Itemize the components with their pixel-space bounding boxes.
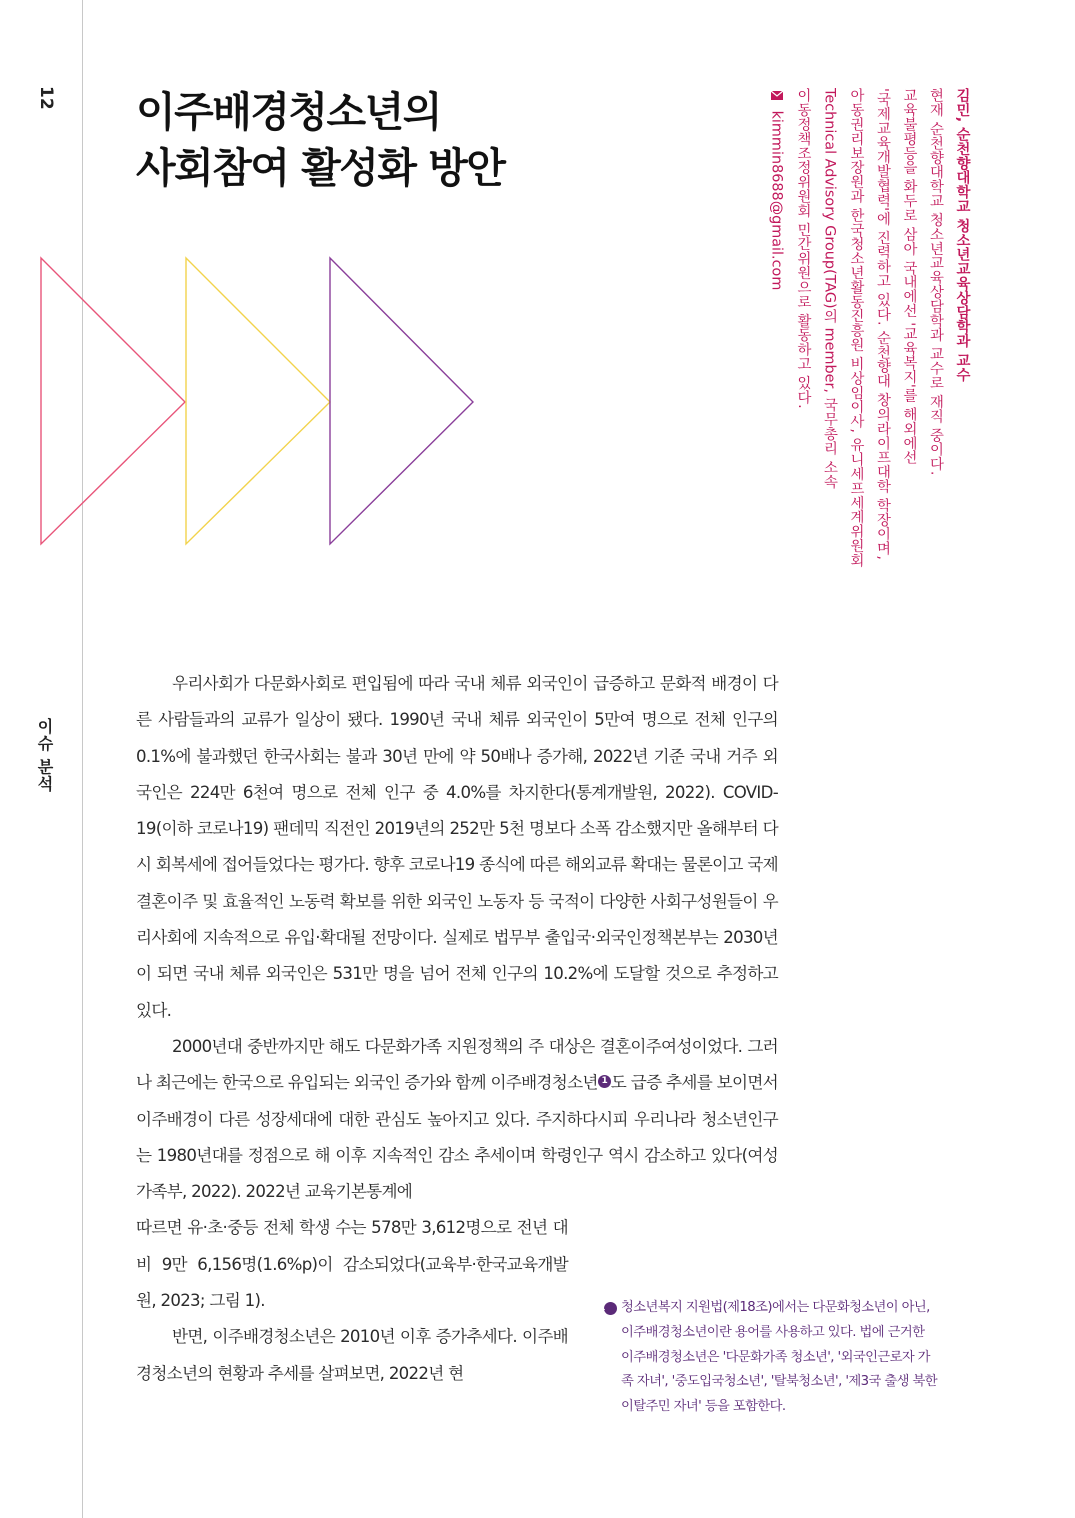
article-title [136, 84, 676, 196]
page-number: 12 [36, 86, 56, 110]
body-paragraph-3: 반면, 이주배경청소년은 2010년 이후 증가추세다. 이주배경청소년의 현황과 추세를 살펴보면, 2022년 현 [136, 1327, 568, 1383]
footnote-number: 1 [604, 1302, 617, 1315]
footnote-reference-1[interactable]: 1 [598, 1075, 611, 1088]
margin-divider [82, 0, 83, 1518]
author-bio-line: 현재 순천향대학교 청소년교육상담학과 교수로 재직 중이다. [927, 88, 944, 476]
article-body [136, 666, 778, 1392]
author-bio-line: 교육불평등을 화두로 삼아 국내에선 '교육복지'를 해외에선 [901, 88, 917, 465]
author-email[interactable]: kimmin8688@gmail.com [768, 110, 785, 291]
body-paragraph-2 [136, 1029, 778, 1210]
envelope-icon [770, 88, 784, 102]
author-affiliation: 순천향대학교 청소년교육상담학과 교수 [954, 126, 970, 382]
author-bio-line: 이동정책조정위원회 민간위원으로 활동하고 있다. [795, 88, 811, 409]
author-heading [949, 88, 976, 608]
section-label: 이슈 분석 [35, 718, 54, 793]
body-paragraph-2-continued: 따르면 유·초·중등 전체 학생 수는 578만 3,612명으로 전년 대비 9만 6,156명(1.6%p)이 감소되었다(교육부·한국교육개발원, 2023; 그림 1). [136, 1218, 568, 1311]
yellow-triangle [186, 258, 330, 544]
author-bio-line: 아동권리보장원과 한국청소년활동진흥원 비상임이사, 유니세프세계위원회 [848, 88, 864, 568]
author-name: 김민, [954, 88, 970, 123]
author-bio-line: Technical Advisory Group(TAG)의 member, 국무총리 소속 [821, 88, 838, 489]
author-email-line [763, 88, 790, 608]
body-paragraph-2-part-a: 2000년대 중반까지만 해도 다문화가족 지원정책의 주 대상은 결혼이주여성이었다. 그러나 최근에는 한국으로 유입되는 외국인 증가와 함께 이주배경청소년 [136, 1036, 778, 1093]
pink-triangle [41, 258, 185, 544]
purple-triangle [330, 258, 473, 544]
title-line-1: 이주배경청소년의 [136, 88, 441, 136]
decorative-triangles [0, 250, 480, 550]
title-line-2: 사회참여 활성화 방안 [136, 144, 505, 192]
body-paragraph-1: 우리사회가 다문화사회로 편입됨에 따라 국내 체류 외국인이 급증하고 문화적 배경이 다른 사람들과의 교류가 일상이 됐다. 1990년 국내 체류 외국인이 5만여 명으로 전체 인구의 0.1%에 불과했던 한국사회는 불과 30년 만에 약 50배나 증가해, 2022년 기준 국내 거주 외국인은 224만 6천여 명으로 전체 인구 중 4.0%를 차지한다(통계개발원, 2022). COVID-19(이하 코로나19) 팬데믹 직전인 2019년의 252만 5천 명보다 소폭 감소했지만 올해부터 다시 회복세에 접어들었다는 평가다. 향후 코로나19 종식에 따른 해외교류 확대는 물론이고 국제결혼이주 및 효율적인 노동력 확보를 위한 외국인 노동자 등 국적이 다양한 사회구성원들이 우리사회에 지속적으로 유입·확대될 전망이다. 실제로 법무부 출입국·외국인정책본부는 2030년이 되면 국내 체류 외국인은 531만 명을 넘어 전체 인구의 10.2%에 도달할 것으로 추정하고 있다. [136, 674, 778, 1020]
footnote-body [599, 1296, 940, 1420]
footnote-text: 청소년복지 지원법(제18조)에서는 다문화청소년이 아닌, 이주배경청소년이란 용어를 사용하고 있다. 법에 근거한 이주배경청소년은 '다문화가족 청소년', '외국인근로자 가족 자녀', '중도입국청소년', '탈북청소년', '제3국 출생 북한이탈주민 자녀' 등을 포함한다. [621, 1300, 937, 1415]
author-info [763, 88, 975, 608]
body-paragraph-2-part-b: 도 급증 추세를 보이면서 이주배경이 다른 성장세대에 대한 관심도 높아지고 있다. 주지하다시피 우리나라 청소년인구는 1980년대를 정점으로 해 이후 지속적인 감소 추세이며 학령인구 역시 감소하고 있다(여성가족부, 2022). 2022년 교육기본통계에 [136, 1073, 779, 1202]
footnote [599, 1296, 940, 1420]
author-bio-line: '국제교육개발협력'에 진력하고 있다. 순천향대 창의라이프대학 학장이며, [874, 88, 891, 560]
